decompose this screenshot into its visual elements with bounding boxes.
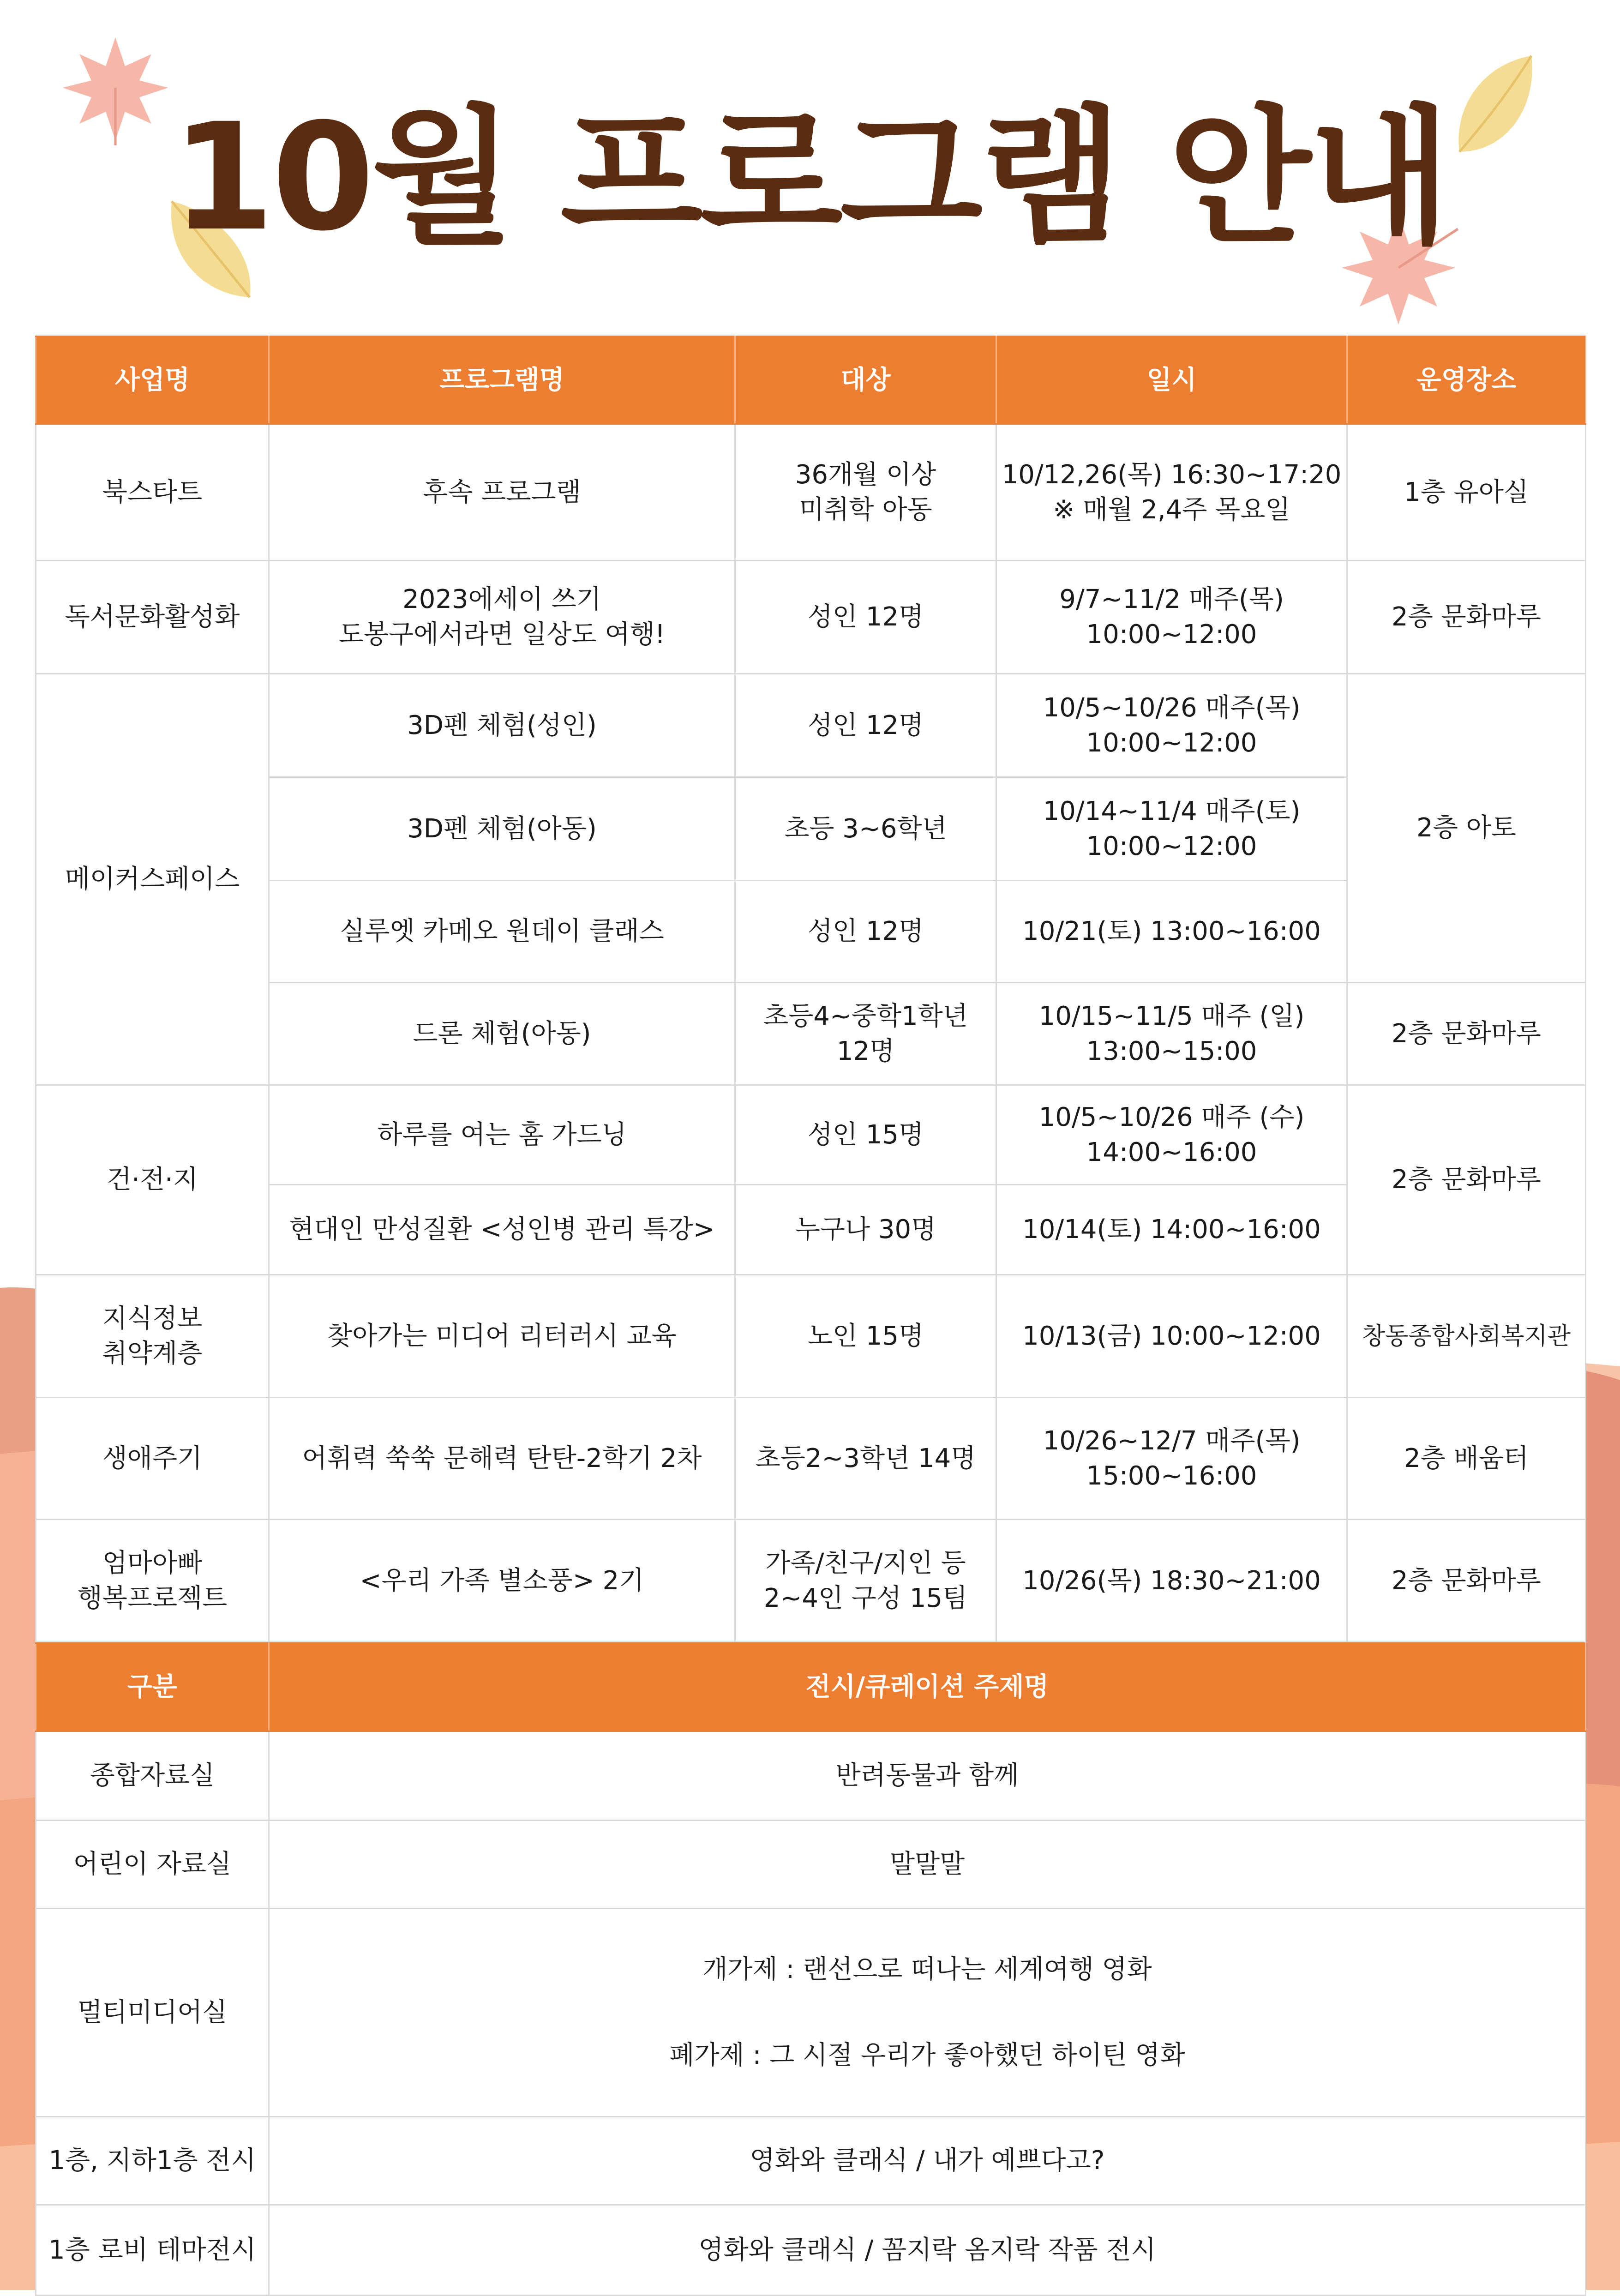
header-program: 프로그램명 [269,337,735,424]
business-cell: 지식정보 취약계층 [36,1275,269,1398]
table-row [36,2205,1586,2296]
target-cell: 초등2~3학년 14명 [735,1398,996,1520]
program-cell: 2023에세이 쓰기 도봉구에서라면 일상도 여행! [269,561,735,674]
division-cell: 종합자료실 [36,1731,269,1821]
target-cell: 성인 12명 [735,881,996,983]
table-row [36,1821,1586,1909]
header-theme: 전시/큐레이션 주제명 [269,1643,1586,1731]
theme-cell: 말말말 [269,1821,1586,1909]
datetime-cell: 10/12,26(목) 16:30~17:20 ※ 매월 2,4주 목요일 [996,424,1347,561]
target-cell: 누구나 30명 [735,1185,996,1275]
table-row [36,1275,1586,1398]
place-cell: 2층 아토 [1347,674,1586,983]
program-cell: 하루를 여는 홈 가드닝 [269,1085,735,1185]
program-table [35,336,1586,1643]
header-business: 사업명 [36,337,269,424]
table-row [36,1398,1586,1520]
target-cell: 성인 12명 [735,674,996,777]
header-target: 대상 [735,337,996,424]
datetime-cell: 10/15~11/5 매주 (일) 13:00~15:00 [996,983,1347,1085]
program-cell: 드론 체험(아동) [269,983,735,1085]
datetime-cell: 10/21(토) 13:00~16:00 [996,881,1347,983]
theme-cell: 반려동물과 함께 [269,1731,1586,1821]
theme-line-open-stack: 개가제 : 랜선으로 떠나는 세계여행 영화 [702,1954,1152,1984]
theme-cell [269,1909,1586,2117]
exhibit-table [35,1642,1586,2296]
datetime-cell: 10/14~11/4 매주(토) 10:00~12:00 [996,777,1347,881]
datetime-cell: 10/13(금) 10:00~12:00 [996,1275,1347,1398]
division-cell: 1층, 지하1층 전시 [36,2117,269,2205]
program-cell: 어휘력 쑥쑥 문해력 탄탄-2학기 2차 [269,1398,735,1520]
place-cell: 2층 문화마루 [1347,561,1586,674]
division-cell: 어린이 자료실 [36,1821,269,1909]
table-row [36,1520,1586,1642]
header-datetime: 일시 [996,337,1347,424]
target-cell: 초등4~중학1학년 12명 [735,983,996,1085]
target-cell: 노인 15명 [735,1275,996,1398]
business-cell: 북스타트 [36,424,269,561]
program-cell: 3D펜 체험(성인) [269,674,735,777]
business-cell: 메이커스페이스 [36,674,269,1085]
theme-cell: 영화와 클래식 / 꼼지락 옴지락 작품 전시 [269,2205,1586,2296]
place-cell: 2층 문화마루 [1347,1085,1586,1275]
datetime-cell: 10/14(토) 14:00~16:00 [996,1185,1347,1275]
target-cell: 가족/친구/지인 등 2~4인 구성 15팀 [735,1520,996,1642]
table-row [36,1909,1586,2117]
page-title: 10월 프로그램 안내 [172,92,1448,264]
datetime-cell: 10/5~10/26 매주(목) 10:00~12:00 [996,674,1347,777]
place-cell: 1층 유아실 [1347,424,1586,561]
table-header-row [36,337,1586,424]
business-cell: 엄마아빠 행복프로젝트 [36,1520,269,1642]
table-row [36,424,1586,561]
target-cell: 성인 15명 [735,1085,996,1185]
table-row [36,2117,1586,2205]
theme-line-closed-stack: 폐가제 : 그 시절 우리가 좋아했던 하이틴 영화 [669,2040,1185,2070]
datetime-cell: 10/26~12/7 매주(목) 15:00~16:00 [996,1398,1347,1520]
place-cell: 2층 배움터 [1347,1398,1586,1520]
business-cell: 독서문화활성화 [36,561,269,674]
program-cell: 찾아가는 미디어 리터러시 교육 [269,1275,735,1398]
header-place: 운영장소 [1347,337,1586,424]
program-cell: 현대인 만성질환 <성인병 관리 특강> [269,1185,735,1275]
datetime-cell: 10/26(목) 18:30~21:00 [996,1520,1347,1642]
table-header-row [36,1643,1586,1731]
program-cell: <우리 가족 별소풍> 2기 [269,1520,735,1642]
table-row [36,674,1586,777]
theme-cell: 영화와 클래식 / 내가 예쁘다고? [269,2117,1586,2205]
header-division: 구분 [36,1643,269,1731]
target-cell: 36개월 이상 미취학 아동 [735,424,996,561]
program-cell: 3D펜 체험(아동) [269,777,735,881]
program-cell: 실루엣 카메오 원데이 클래스 [269,881,735,983]
business-cell: 건·전·지 [36,1085,269,1275]
program-cell: 후속 프로그램 [269,424,735,561]
table-row [36,1731,1586,1821]
division-cell: 멀티미디어실 [36,1909,269,2117]
datetime-cell: 9/7~11/2 매주(목) 10:00~12:00 [996,561,1347,674]
place-cell: 2층 문화마루 [1347,1520,1586,1642]
business-cell: 생애주기 [36,1398,269,1520]
table-row [36,561,1586,674]
place-cell: 2층 문화마루 [1347,983,1586,1085]
target-cell: 초등 3~6학년 [735,777,996,881]
datetime-cell: 10/5~10/26 매주 (수) 14:00~16:00 [996,1085,1347,1185]
division-cell: 1층 로비 테마전시 [36,2205,269,2296]
target-cell: 성인 12명 [735,561,996,674]
table-row [36,1085,1586,1185]
place-cell: 창동종합사회복지관 [1347,1275,1586,1398]
